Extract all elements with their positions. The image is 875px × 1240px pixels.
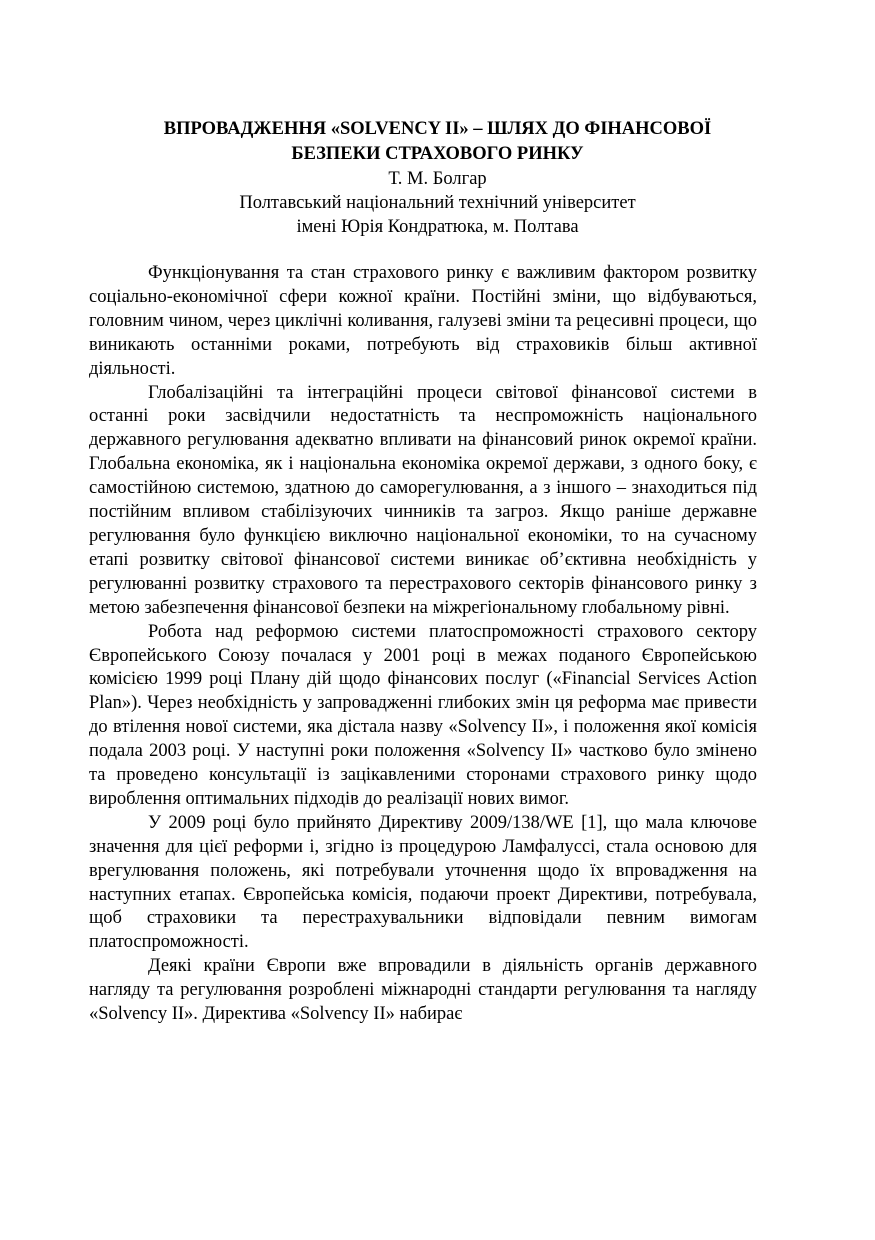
- body-paragraph: Робота над реформою системи платоспроможності страхового сектору Європейського Союзу почалася у 2001 році в межах поданого Європейською комісією 1999 році Плану дій щодо фінансових послуг («Financial Services Action Plan»). Через необхідність у запровадженні глибоких змін ця реформа має привести до втілення нової системи, яка дістала назву «Solvency II», і положення якої комісія подала 2003 році. У наступні роки положення «Solvency II» частково було змінено та проведено консультації із зацікавленими сторонами страхового ринку щодо вироблення оптимальних підходів до реалізації нових вимог.: [89, 621, 757, 809]
- body-paragraph: У 2009 році було прийнято Директиву 2009/138/WE [1], що мала ключове значення для цієї реформи і, згідно із процедурою Ламфалуссі, стала основою для врегулювання положень, які потребували уточнення щодо їх впровадження на наступних етапах. Європейська комісія, подаючи проект Директиви, потребувала, щоб страховики та перестрахувальники відповідали певним вимогам платоспроможності.: [89, 812, 757, 953]
- author-affiliation: [90, 191, 785, 239]
- body-paragraph: Деякі країни Європи вже впровадили в діяльність органів державного нагляду та регулювання розроблені міжнародні стандарти регулювання та нагляду «Solvency II». Директива «Solvency II» набирає: [89, 956, 757, 1025]
- title-line-1: ВПРОВАДЖЕННЯ «SOLVENCY II» – ШЛЯХ ДО ФІНАНСОВОЇ: [163, 119, 712, 139]
- affiliation-line-2: імені Юрія Кондратюка, м. Полтава: [296, 217, 579, 237]
- body-paragraph: Глобалізаційні та інтеграційні процеси світової фінансової системи в останні роки засвідчили недостатність та неспроможність національного державного регулювання адекватно впливати на фінансовий ринок окремої країни. Глобальна економіка, як і національна економіка окремої держави, з одного боку, є самостійною системою, здатною до саморегулювання, а з іншого – знаходиться під постійним впливом стабілізуючих чинників та загроз. Якщо раніше державне регулювання було функцією виключно національної економіки, то на сучасному етапі розвитку світової фінансової системи виникає об’єктивна необхідність у регулюванні розвитку страхового та перестрахового секторів фінансового ринку з метою забезпечення фінансової безпеки на міжрегіональному глобальному рівні.: [89, 382, 757, 618]
- affiliation-line-1: Полтавський національний технічний університет: [239, 193, 636, 213]
- article-body: [89, 262, 757, 1027]
- body-paragraph: Функціонування та стан страхового ринку є важливим фактором розвитку соціально-економічної сфери кожної країни. Постійні зміни, що відбуваються, головним чином, через циклічні коливання, галузеві зміни та рецесивні процеси, що виникають останніми роками, потребують від страховиків більш активної діяльності.: [89, 263, 757, 379]
- paper-title: [90, 117, 785, 167]
- author-name: Т. М. Болгар: [388, 169, 487, 189]
- title-line-2: БЕЗПЕКИ СТРАХОВОГО РИНКУ: [291, 144, 584, 164]
